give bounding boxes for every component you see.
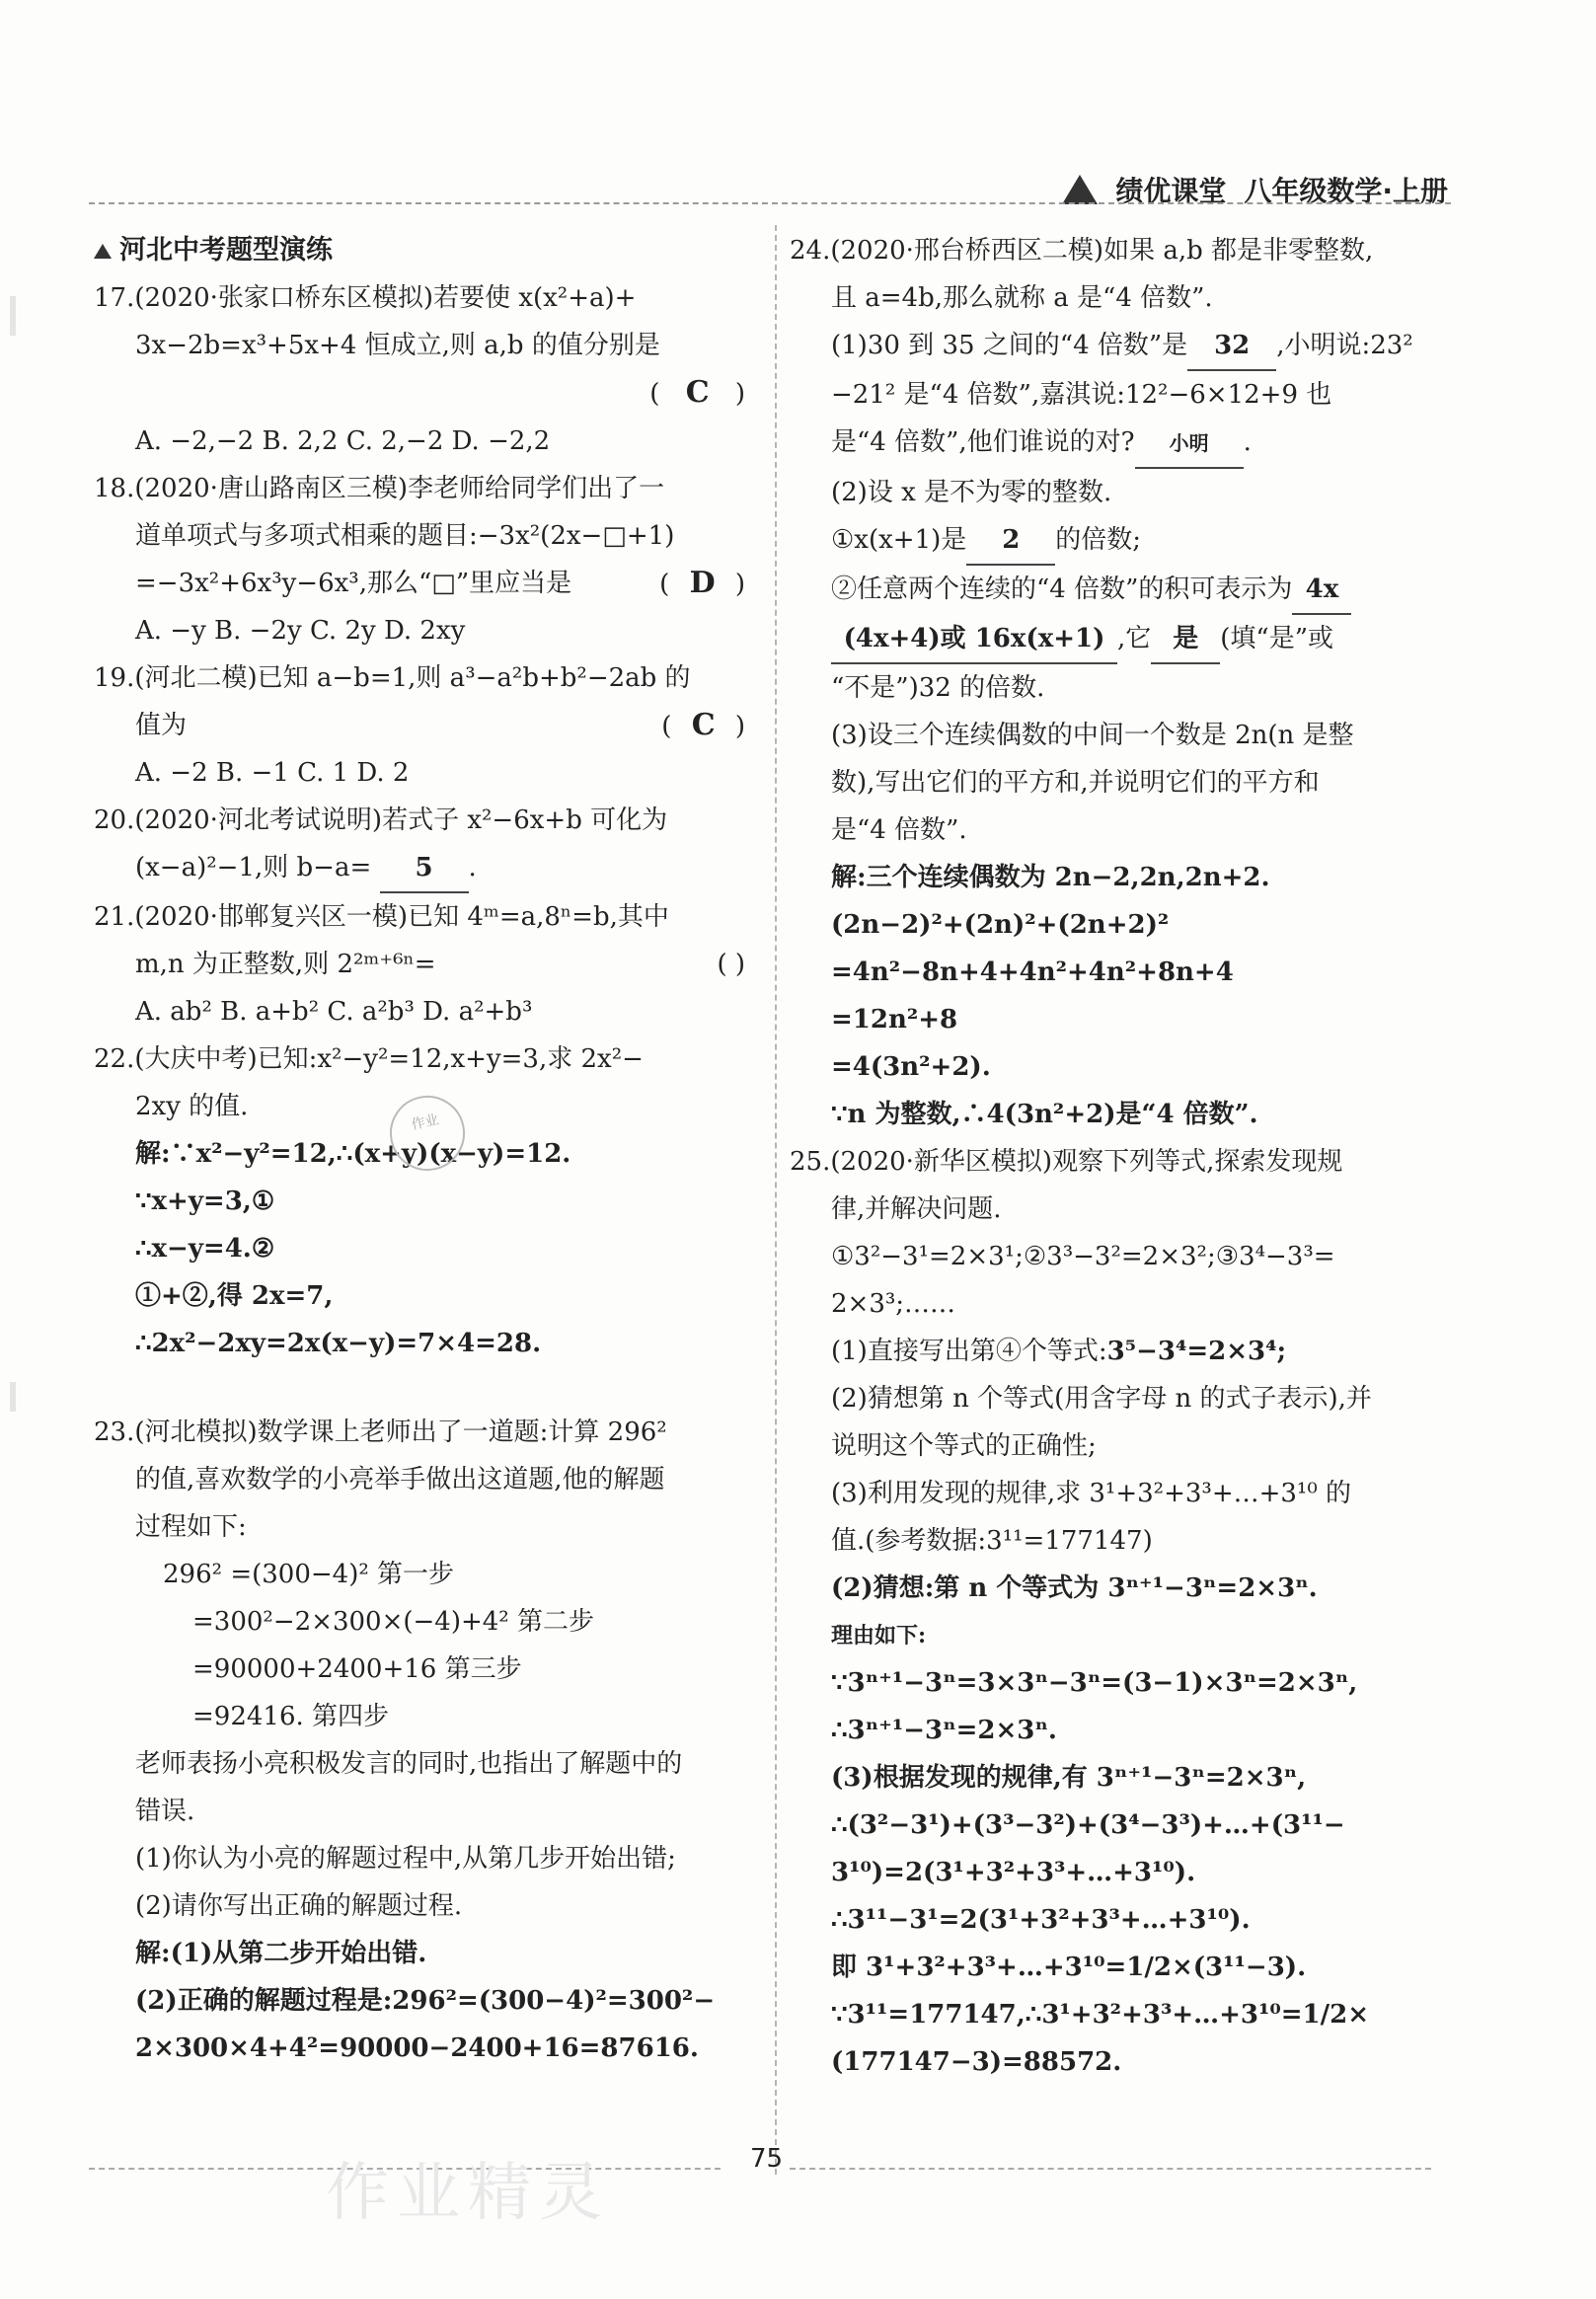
- scan-margin-mark: [10, 296, 16, 336]
- options: A. −y B. −2y C. 2y D. 2xy: [135, 616, 466, 646]
- scan-margin-mark: [10, 1382, 16, 1412]
- page-header: [1062, 168, 1448, 211]
- question-23: 23.(河北模拟)数学课上老师出了一道题:计算 296² 的值,喜欢数学的小亮举手做出这道题,他的解题 过程如下: 296² =(300−4)² 第一步 =300²−2×300×(−4)+4² 第二步 =90000+2400+16 第三步 =92416. 第四步 老师表扬小亮积极发言的同时,也指出了解题中的 错误. (1)你认为小亮的解题过程中,从第几步开始出错; (2)请你写出正确的解题过程. 解:(1)从第二步开始出错. (2)正确的解题过程是:296²=(300−4)²=300²− 2×300×4+4²=90000−2400+16=87616.: [94, 1418, 716, 2063]
- footer-rule: [790, 2168, 1431, 2170]
- answer-blank: 4x: [1292, 566, 1351, 615]
- question-22: 22.(大庆中考)已知:x²−y²=12,x+y=3,求 2x²− 2xy 的值. 解:∵x²−y²=12,∴(x+y)(x−y)=12. ∵x+y=3,① ∴x−y=4.② ①+②,得 2x=7, ∴2x²−2xy=2x(x−y)=7×4=28.: [94, 1044, 644, 1358]
- watermark: 作业精灵: [326, 2157, 610, 2230]
- header-rule: [89, 202, 1451, 204]
- answer-blank: (4x+4)或 16x(x+1): [831, 615, 1117, 664]
- brand-title: 绩优课堂: [1115, 175, 1227, 207]
- answer: C: [691, 708, 716, 742]
- question-18: 18.(2020·唐山路南区三模)李老师给同学们出了一 道单项式与多项式相乘的题目:−3x²(2x−□+1) =−3x²+6x³y−6x³,那么“□”里应当是 ( D ) A. −y B. −2y C. 2y D. 2xy: [94, 465, 765, 654]
- question-25: 25.(2020·新华区模拟)观察下列等式,探索发现规 律,并解决问题. ①3²−3¹=2×3¹;②3³−3²=2×3²;③3⁴−3³= 2×3³;…… (1)直接写出第④个等式:3⁵−3⁴=2×3⁴; (2)猜想第 n 个等式(用含字母 n 的式子表示),并 说明这个等式的正确性; (3)利用发现的规律,求 3¹+3²+3³+…+3¹⁰ 的 值.(参考数据:3¹¹=177147) (2)猜想:第 n 个等式为 3ⁿ⁺¹−3ⁿ=2×3ⁿ. 理由如下: ∵3ⁿ⁺¹−3ⁿ=3×3ⁿ−3ⁿ=(3−1)×3ⁿ=2×3ⁿ, ∴3ⁿ⁺¹−3ⁿ=2×3ⁿ. (3)根据发现的规律,有 3ⁿ⁺¹−3ⁿ=2×3ⁿ, ∴(3²−3¹)+(3³−3²)+(3⁴−3³)+…+(3¹¹− 3¹⁰)=2(3¹+3²+3³+…+3¹⁰). ∴3¹¹−3¹=2(3¹+3²+3³+…+3¹⁰). 即 3¹+3²+3³+…+3¹⁰=1/2×(3¹¹−3). ∵3¹¹=177147,∴3¹+3²+3³+…+3¹⁰=1/2× (177147−3)=88572.: [790, 1147, 1372, 2077]
- question-17: 17.(2020·张家口桥东区模拟)若要使 x(x²+a)+ 3x−2b=x³+5x+4 恒成立,则 a,b 的值分别是 ( C ) A. −2,−2 B. 2,2 C. 2,−2 D. −2,2: [94, 274, 765, 465]
- options: A. −2 B. −1 C. 1 D. 2: [135, 758, 410, 788]
- options: A. ab² B. a+b² C. a²b³ D. a²+b³: [135, 997, 533, 1027]
- section-title: 河北中考题型演练: [94, 227, 765, 274]
- subject-title: 八年级数学·上册: [1244, 175, 1448, 207]
- triangle-icon: [1062, 175, 1098, 204]
- answer-blank: 小明: [1135, 420, 1244, 469]
- answer-blank: 是: [1151, 615, 1220, 664]
- question-20: 20.(2020·河北考试说明)若式子 x²−6x+b 可化为 (x−a)²−1,则 b−a= 5 .: [94, 797, 765, 893]
- answer-blank: 5: [380, 844, 469, 893]
- triangle-icon: [94, 244, 112, 259]
- question-19: 19.(河北二模)已知 a−b=1,则 a³−a²b+b²−2ab 的 值为 ( C ) A. −2 B. −1 C. 1 D. 2: [94, 654, 765, 797]
- answer: 3⁵−3⁴=2×3⁴;: [1106, 1337, 1287, 1366]
- answer-blank: 2: [966, 516, 1055, 566]
- right-column: [790, 227, 1461, 2086]
- column-divider: [775, 225, 777, 2175]
- question-24: 24.(2020·邢台桥西区二模)如果 a,b 都是非零整数, 且 a=4b,那么就称 a 是“4 倍数”. (1)30 到 35 之间的“4 倍数”是 32 ,小明说:23² −21² 是“4 倍数”,嘉淇说:12²−6×12+9 也 是“4 倍数”,他们谁说的对? 小明 . (2)设 x 是不为零的整数. ①x(x+1)是 2 的倍数; ②任意两个连续的“4 倍数”的积可表示为 4x (4x+4)或 16x(x+1) ,它 是 (填“是”或 “不是”)32 的倍数. (3)设三个连续偶数的中间一个数是 2n(n 是整 数),写出它们的平方和,并说明它们的平方和 是“4 倍数”. 解:三个连续偶数为 2n−2,2n,2n+2. (2n−2)²+(2n)²+(2n+2)² =4n²−8n+4+4n²+4n²+8n+4 =12n²+8 =4(3n²+2). ∵n 为整数,∴4(3n²+2)是“4 倍数”.: [790, 236, 1413, 1129]
- answer-blank: 32: [1187, 322, 1276, 371]
- page-number: 75: [750, 2144, 784, 2174]
- question-21: 21.(2020·邯郸复兴区一模)已知 4ᵐ=a,8ⁿ=b,其中 m,n 为正整数,则 2²ᵐ⁺⁶ⁿ= ( ) A. ab² B. a+b² C. a²b³ D. a²+b³: [94, 893, 765, 1035]
- answer: C: [685, 375, 710, 410]
- options: A. −2,−2 B. 2,2 C. 2,−2 D. −2,2: [135, 426, 551, 456]
- answer: D: [689, 566, 716, 600]
- stamp-logo: 作业: [383, 1089, 472, 1178]
